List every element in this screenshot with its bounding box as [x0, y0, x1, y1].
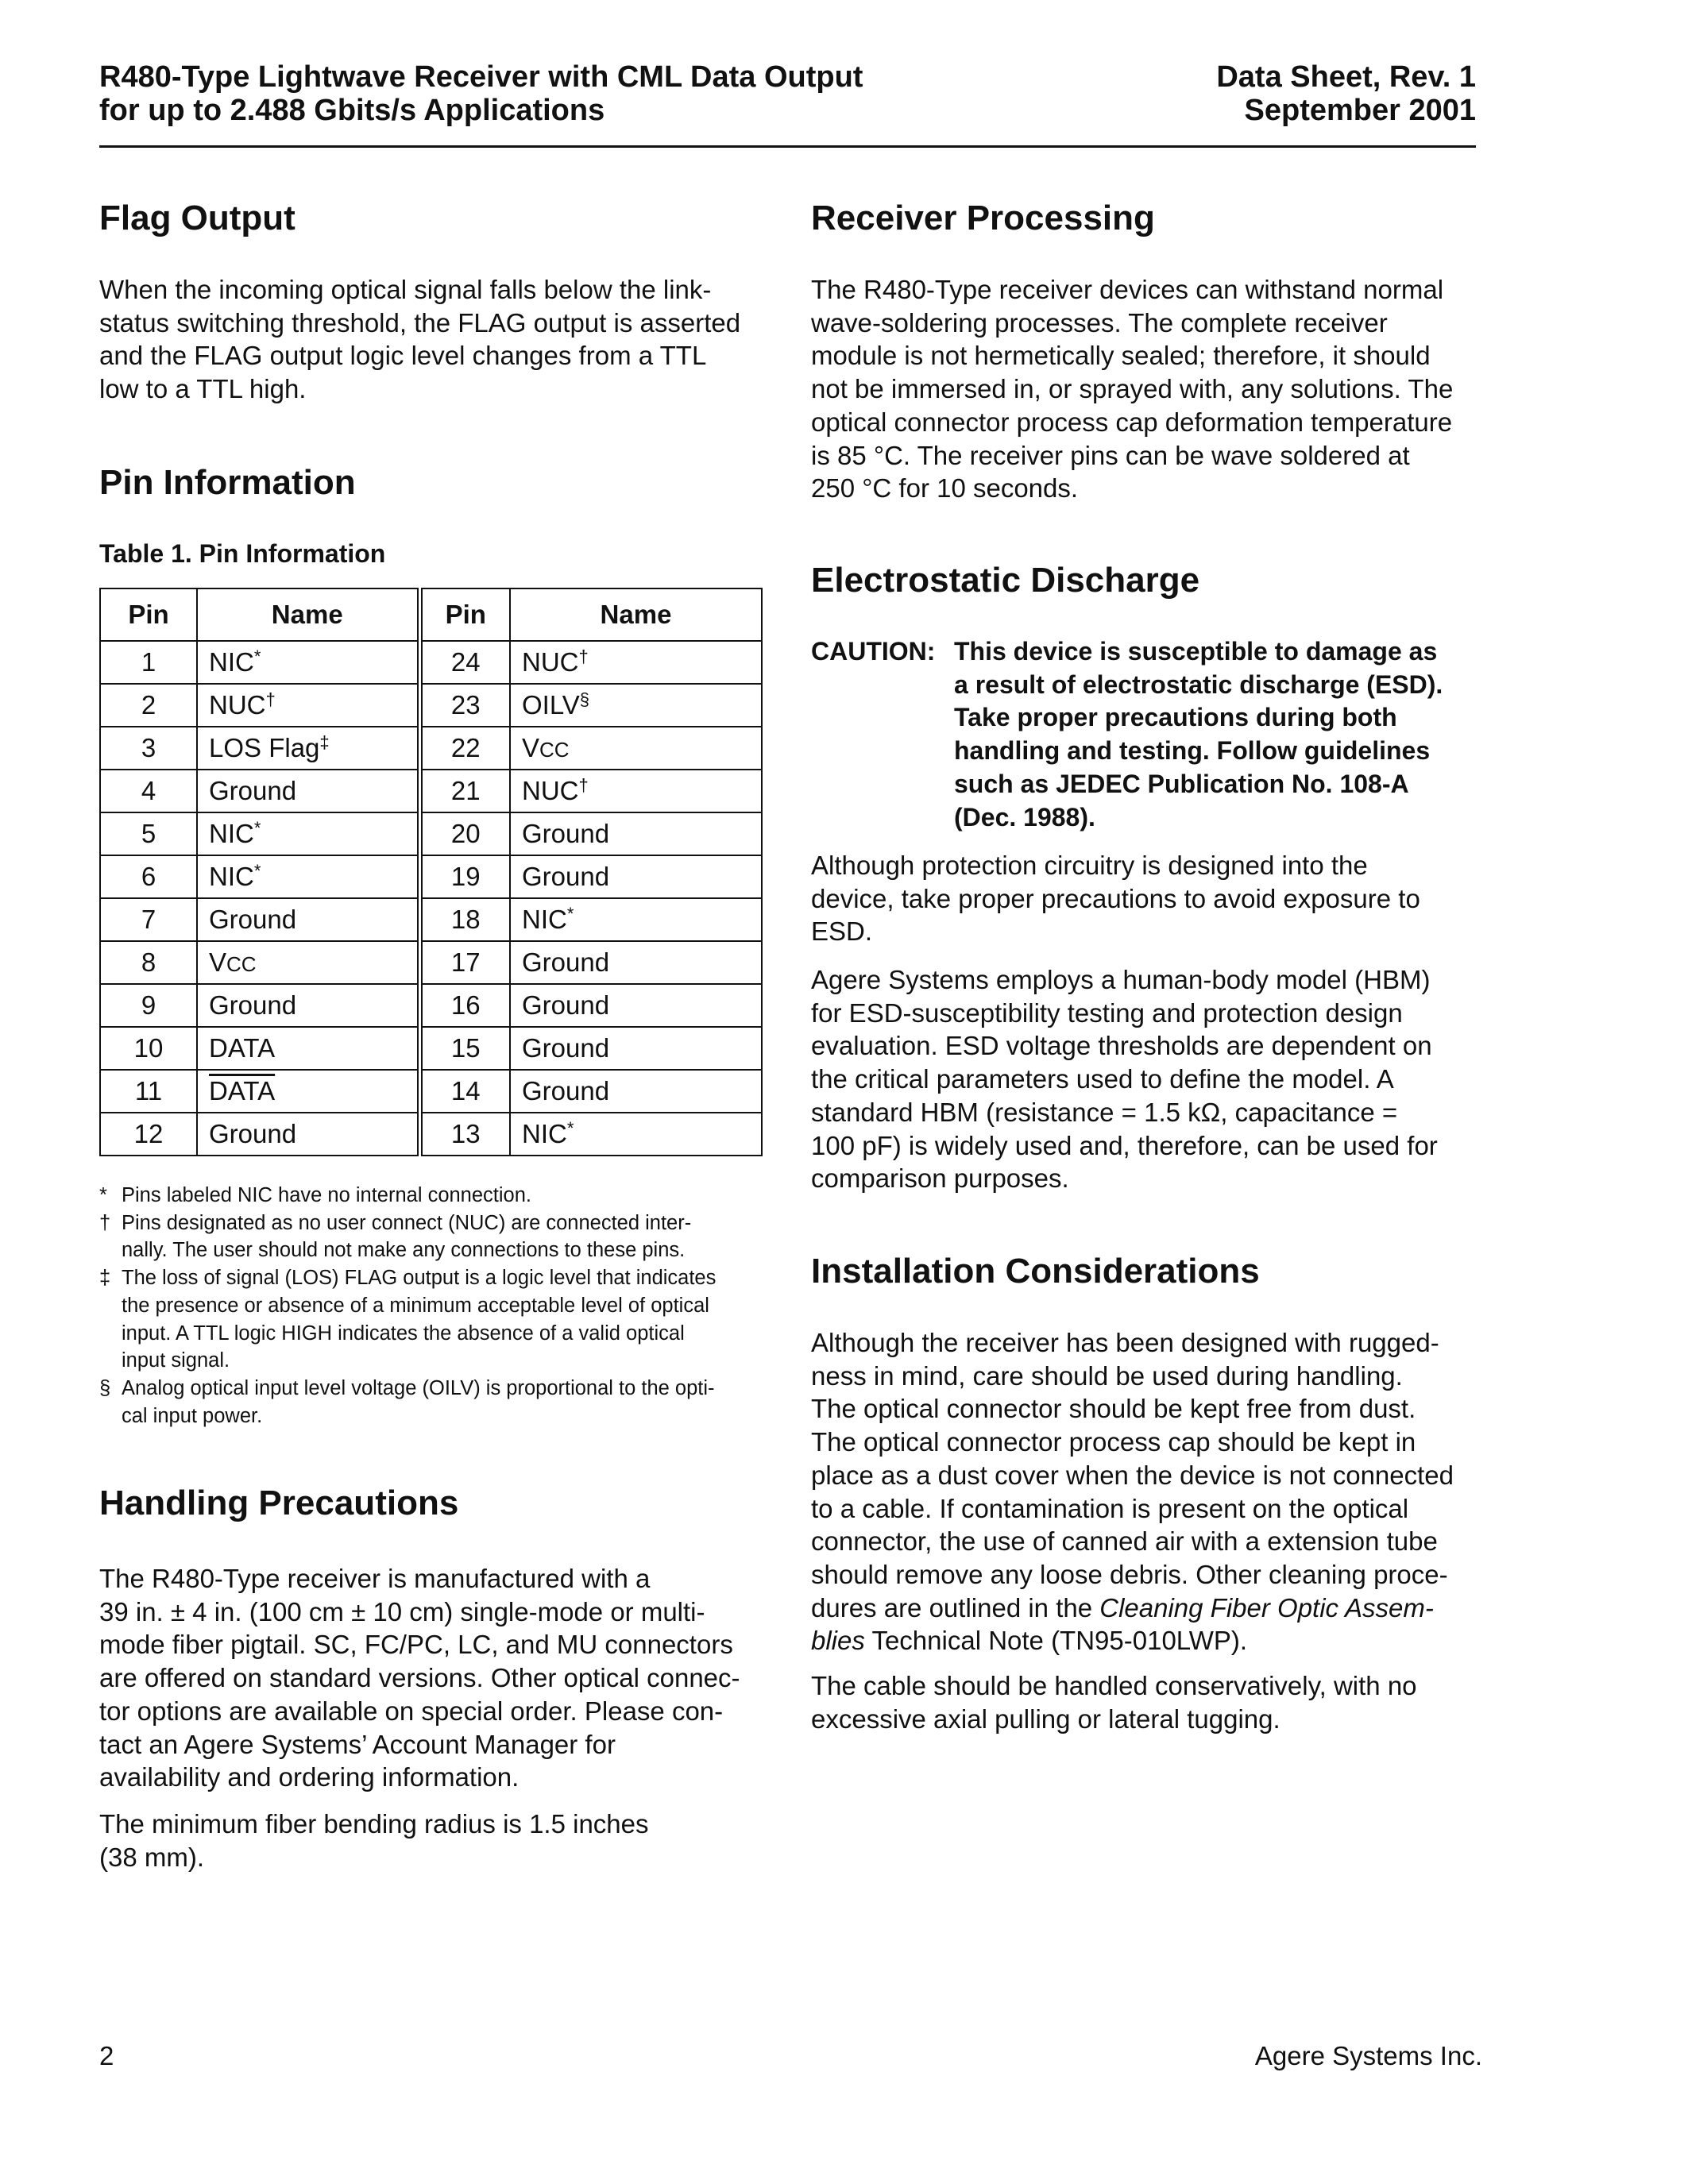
pin-name: NUC [522, 647, 579, 677]
pin-number-cell: 9 [100, 984, 197, 1027]
pin-number-cell: 7 [100, 898, 197, 941]
pin-name-cell [197, 641, 419, 684]
pin-number-cell: 24 [419, 641, 510, 684]
bending-paragraph [99, 1808, 649, 1873]
pin-name: V [209, 947, 227, 977]
section-heading: Receiver Processing [811, 199, 1155, 237]
pin-name: V [522, 733, 540, 762]
section-heading: Flag Output [99, 199, 295, 237]
text-line: are offered on standard versions. Other optical connec- [99, 1663, 740, 1693]
text-line: module is not hermetically sealed; therefore, it should [811, 341, 1431, 371]
pin-number-cell: 10 [100, 1027, 197, 1070]
pin-number-cell: 8 [100, 941, 197, 984]
pin-name: Ground [522, 947, 610, 977]
text-line: 250 °C for 10 seconds. [811, 473, 1079, 504]
footnote-mark: * [566, 1118, 574, 1138]
text-line: excessive axial pulling or lateral tugging. [811, 1704, 1280, 1734]
pin-table [99, 588, 763, 1156]
pin-name: Ground [522, 819, 610, 848]
text-line: and the FLAG output logic level changes from a TTL [99, 341, 707, 371]
pin-number-cell: 19 [419, 855, 510, 898]
flag-paragraph [99, 273, 740, 406]
pin-name: Ground [209, 1119, 297, 1148]
pin-name: NIC [522, 1119, 567, 1148]
pin-number-cell: 4 [100, 770, 197, 812]
hbm-paragraph [811, 963, 1438, 1195]
pin-number-cell: 14 [419, 1070, 510, 1113]
footnote-mark: * [253, 861, 261, 881]
text-line: When the incoming optical signal falls below the link- [99, 275, 712, 304]
pin-name: NUC [209, 690, 266, 720]
text-line: not be immersed in, or sprayed with, any solutions. The [811, 374, 1454, 404]
footnote-mark: † [265, 689, 276, 709]
table-row [100, 898, 762, 941]
pin-number-cell: 16 [419, 984, 510, 1027]
text-line: to a cable. If contamination is present on the optical [811, 1493, 1409, 1523]
text-line: The cable should be handled conservatively, with no [811, 1671, 1417, 1700]
text-line: Agere Systems employs a human-body model (HBM) [811, 965, 1431, 994]
pin-name-cell [197, 984, 419, 1027]
footnote-mark: ‡ [99, 1267, 111, 1290]
title-line: for up to 2.488 Gbits/s Applications [99, 94, 605, 127]
text-line: mode fiber pigtail. SC, FC/PC, LC, and MU connectors [99, 1630, 733, 1660]
pin-name-cell [510, 1113, 762, 1156]
pin-name: Ground [209, 905, 297, 934]
date-line: September 2001 [1244, 94, 1476, 127]
pin-number-cell: 6 [100, 855, 197, 898]
pin-name-cell [197, 1113, 419, 1156]
text-line [811, 1592, 1454, 1625]
text-line: ness in mind, care should be used during handling. [811, 1360, 1403, 1391]
pin-number-cell: 21 [419, 770, 510, 812]
text-line: tor options are available on special order. Please con- [99, 1696, 724, 1726]
pin-number-cell: 3 [100, 727, 197, 770]
header-rule [99, 145, 1476, 148]
text-line: (Dec. 1988). [954, 802, 1095, 832]
cable-paragraph [811, 1669, 1417, 1735]
text-line: low to a TTL high. [99, 374, 307, 404]
footnote-mark: † [578, 775, 589, 795]
text-line: Although the receiver has been designed with rugged- [811, 1328, 1439, 1357]
title-line: R480-Type Lightwave Receiver with CML Data Output [99, 60, 863, 94]
pin-name: Ground [522, 1076, 610, 1106]
pin-number-cell: 13 [419, 1113, 510, 1156]
text-line: The R480-Type receiver devices can withstand normal [811, 275, 1444, 304]
footnote [99, 1182, 767, 1210]
section-heading: Installation Considerations [811, 1252, 1260, 1291]
footnote [99, 1264, 767, 1375]
footnote-line: the presence or absence of a minimum acceptable level of optical [122, 1294, 709, 1317]
pin-name-cell [197, 812, 419, 855]
page-number: 2 [99, 2041, 114, 2070]
footnote-mark: † [99, 1211, 111, 1234]
protection-paragraph [811, 849, 1420, 948]
text-line: such as JEDEC Publication No. 108-A [954, 769, 1409, 798]
footnote [99, 1375, 767, 1430]
text-line: device, take proper precautions to avoid exposure to [811, 883, 1420, 913]
footer-company: Agere Systems Inc. [1254, 2041, 1482, 2070]
pin-name-cell [510, 1070, 762, 1113]
pin-number-cell: 17 [419, 941, 510, 984]
footnote-mark: * [99, 1184, 107, 1206]
pin-name: Ground [209, 990, 297, 1020]
text-line: The R480-Type receiver is manufactured with a [99, 1564, 651, 1593]
text-line: standard HBM (resistance = 1.5 kΩ, capacitance = [811, 1097, 1398, 1127]
pin-name-subscript: CC [226, 952, 257, 976]
table-row [100, 941, 762, 984]
text-line: The optical connector process cap should be kept in [811, 1427, 1416, 1457]
document-title [99, 60, 863, 127]
footnote-line: Analog optical input level voltage (OILV) is proportional to the opti- [122, 1376, 715, 1399]
table-caption: Table 1. Pin Information [99, 539, 386, 568]
text-line: optical connector process cap deformation temperature [811, 407, 1453, 437]
pin-name-cell [197, 855, 419, 898]
table-row [100, 641, 762, 684]
section-heading: Electrostatic Discharge [811, 561, 1200, 600]
pin-name-cell [197, 898, 419, 941]
text-line: 39 in. ± 4 in. (100 cm ± 10 cm) single-mode or multi- [99, 1596, 705, 1626]
pin-name: NIC [209, 862, 254, 891]
footnote-line: Pins designated as no user connect (NUC) are connected inter- [122, 1211, 692, 1234]
text-line: a result of electrostatic discharge (ESD). [954, 669, 1443, 699]
caution-text [954, 635, 1443, 834]
footnote-mark: ‡ [319, 732, 330, 752]
footnote-line: cal input power. [122, 1404, 263, 1427]
table-row [100, 727, 762, 770]
text-segment: dures are outlined in the [811, 1592, 1100, 1623]
text-line: status switching threshold, the FLAG output is asserted [99, 307, 741, 338]
pin-number-cell: 1 [100, 641, 197, 684]
pin-number-cell: 5 [100, 812, 197, 855]
pin-name: Ground [209, 776, 297, 805]
pin-name-subscript: CC [539, 738, 570, 762]
pin-name: Ground [522, 1033, 610, 1063]
pin-name-cell [510, 855, 762, 898]
text-line: 100 pF) is widely used and, therefore, can be used for [811, 1130, 1438, 1160]
text-line: comparison purposes. [811, 1163, 1069, 1194]
column-header: Name [197, 588, 419, 641]
text-line: is 85 °C. The receiver pins can be wave soldered at [811, 440, 1410, 470]
table-row [100, 770, 762, 812]
pin-name: Ground [522, 862, 610, 891]
text-line: Take proper precautions during both [954, 703, 1397, 732]
pin-name-cell [510, 727, 762, 770]
pin-number-cell: 23 [419, 684, 510, 727]
pin-name: OILV [522, 690, 580, 720]
footnote-mark: § [579, 689, 590, 709]
handling-paragraph [99, 1562, 740, 1794]
text-line: handling and testing. Follow guidelines [954, 736, 1431, 766]
text-line: for ESD-susceptibility testing and protection design [811, 997, 1403, 1028]
pin-number-cell: 12 [100, 1113, 197, 1156]
table-row [100, 984, 762, 1027]
text-line: ESD. [811, 916, 873, 947]
footnote-mark: * [253, 818, 261, 838]
text-line: This device is susceptible to damage as [954, 637, 1438, 666]
pin-name: NIC [522, 905, 567, 934]
text-segment: Technical Note (TN95-010LWP). [864, 1626, 1248, 1656]
pin-number-cell: 15 [419, 1027, 510, 1070]
pin-name: LOS Flag [209, 733, 320, 762]
revision-line: Data Sheet, Rev. 1 [1216, 60, 1476, 94]
pin-name-cell [197, 727, 419, 770]
pin-name-cell [510, 898, 762, 941]
processing-paragraph [811, 273, 1453, 505]
pin-name: NUC [522, 776, 579, 805]
footnote-line: input. A TTL logic HIGH indicates the absence of a valid optical [122, 1322, 685, 1345]
footnote-mark: * [253, 646, 261, 666]
text-line [811, 1624, 1454, 1657]
pin-name-cell [510, 812, 762, 855]
text-line: The optical connector should be kept free from dust. [811, 1394, 1416, 1424]
column-header: Name [510, 588, 762, 641]
pin-name: DATA [209, 1033, 276, 1063]
pin-name-cell [197, 1027, 419, 1070]
table-row [100, 1027, 762, 1070]
pin-number-cell: 20 [419, 812, 510, 855]
pin-number-cell: 2 [100, 684, 197, 727]
footnote-mark: § [99, 1376, 111, 1399]
pin-name-cell [197, 1070, 419, 1113]
pin-number-cell: 22 [419, 727, 510, 770]
pin-name: NIC [209, 647, 254, 677]
column-header: Pin [419, 588, 510, 641]
pin-name-cell [510, 684, 762, 727]
text-line: wave-soldering processes. The complete receiver [811, 307, 1388, 338]
table-footnotes [99, 1182, 767, 1430]
pin-name: NIC [209, 819, 254, 848]
text-line: tact an Agere Systems’ Account Manager for [99, 1729, 616, 1759]
text-line: (38 mm). [99, 1842, 204, 1872]
text-line: the critical parameters used to define the model. A [811, 1064, 1394, 1094]
table-row [100, 684, 762, 727]
pin-name-cell [197, 941, 419, 984]
table-row [100, 812, 762, 855]
pin-name-cell [197, 684, 419, 727]
italic-title: Cleaning Fiber Optic Assem- [1099, 1592, 1434, 1623]
pin-name: Ground [522, 990, 610, 1020]
table-row [100, 855, 762, 898]
section-heading: Handling Precautions [99, 1484, 459, 1522]
caution-label: CAUTION: [811, 637, 936, 666]
text-line: Although protection circuitry is designed into the [811, 851, 1368, 880]
footnote-line: input signal. [122, 1349, 230, 1372]
installation-paragraph [811, 1326, 1454, 1657]
document-revision [1216, 60, 1476, 127]
pin-name-cell [510, 984, 762, 1027]
pin-number-cell: 11 [100, 1070, 197, 1113]
text-line: connector, the use of canned air with a extension tube [811, 1526, 1438, 1557]
pin-name-cell [510, 941, 762, 984]
pin-name-cell [197, 770, 419, 812]
table-row [100, 1113, 762, 1156]
pin-number-cell: 18 [419, 898, 510, 941]
pin-name-cell [510, 1027, 762, 1070]
text-line: place as a dust cover when the device is not connected [811, 1460, 1454, 1490]
text-line: should remove any loose debris. Other cleaning proce- [811, 1559, 1448, 1589]
footnote-mark: * [566, 904, 574, 924]
pin-name: DATA [209, 1076, 276, 1106]
footnote-line: Pins labeled NIC have no internal connection. [122, 1184, 531, 1206]
section-heading: Pin Information [99, 463, 356, 502]
italic-title: blies [811, 1626, 865, 1656]
pin-name-cell [510, 641, 762, 684]
table-row [100, 1070, 762, 1113]
footnote-line: The loss of signal (LOS) FLAG output is a logic level that indicates [122, 1267, 717, 1290]
text-line: availability and ordering information. [99, 1762, 520, 1792]
text-line: evaluation. ESD voltage thresholds are dependent on [811, 1031, 1432, 1061]
footnote [99, 1210, 767, 1264]
text-line: The minimum fiber bending radius is 1.5 inches [99, 1809, 649, 1839]
column-header: Pin [100, 588, 197, 641]
footnote-mark: † [578, 646, 589, 666]
table-header-row [100, 588, 762, 641]
pin-name-cell [510, 770, 762, 812]
footnote-line: nally. The user should not make any connections to these pins. [122, 1239, 686, 1262]
